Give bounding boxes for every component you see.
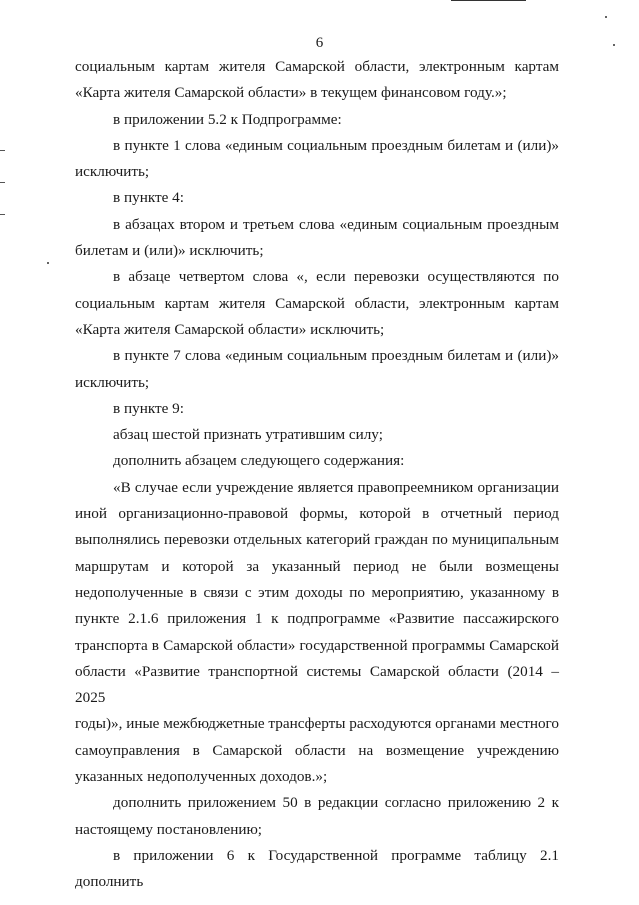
text-line: «Карта жителя Самарской области» в текущем финансовом году.»; [75, 84, 507, 102]
scan-speck [47, 262, 49, 264]
scan-edge-line [451, 0, 526, 1]
margin-mark [0, 150, 5, 151]
text-line: билетам и (или)» исключить; [75, 242, 264, 260]
text-line: исключить; [75, 373, 150, 391]
text-line: «В случае если учреждение является правопреемником организации [113, 478, 559, 496]
text-line: дополнить абзацем следующего содержания: [113, 452, 405, 470]
text-line: в пункте 4: [113, 189, 184, 207]
text-line: социальным картам жителя Самарской области, электронным картам [75, 58, 559, 75]
text-line: годы)», иные межбюджетные трансферты расходуются органами местного [75, 715, 559, 733]
text-line: маршрутам и которой за указанный период не были возмещены [75, 557, 559, 575]
text-line: настоящему постановлению; [75, 820, 263, 838]
text-line: абзац шестой признать утратившим силу; [113, 426, 383, 444]
document-body [75, 54, 559, 896]
margin-mark [0, 214, 5, 215]
text-line: в абзацах втором и третьем слова «единым социальным проездным [113, 215, 559, 233]
text-line: в пункте 7 слова «единым социальным проездным билетам и (или)» [113, 347, 559, 365]
text-line: «Карта жителя Самарской области» исключить; [75, 320, 385, 338]
text-line: пункте 2.1.6 приложения 1 к подпрограмме «Развитие пассажирского [75, 610, 559, 628]
text-line: в пункте 9: [113, 399, 184, 417]
text-line: выполнялись перевозки отдельных категорий граждан по муниципальным [75, 531, 559, 549]
text-line: исключить; [75, 163, 150, 181]
scan-speck [605, 16, 607, 18]
text-line: дополнить приложением 50 в редакции согласно приложению 2 к [113, 794, 559, 812]
text-line: самоуправления в Самарской области на возмещение учреждению [75, 741, 559, 759]
text-line: области «Развитие транспортной системы Самарской области (2014 – 2025 [75, 662, 559, 707]
text-line: иной организационно-правовой формы, которой в отчетный период [75, 505, 559, 523]
text-line: в абзаце четвертом слова «, если перевозки осуществляются по [113, 268, 559, 286]
text-line: в приложении 6 к Государственной программе таблицу 2.1 дополнить [75, 846, 559, 891]
margin-mark [0, 182, 5, 183]
page-number: 6 [315, 35, 324, 51]
text-line: транспорта в Самарской области» государственной программы Самарской [75, 636, 559, 654]
text-line: в пункте 1 слова «единым социальным проездным билетам и (или)» [113, 136, 559, 154]
text-line: указанных недополученных доходов.»; [75, 768, 328, 786]
text-line: в приложении 5.2 к Подпрограмме: [113, 110, 342, 128]
text-line: недополученные в связи с этим доходы по мероприятию, указанному в [75, 583, 559, 601]
text-line: социальным картам жителя Самарской области, электронным картам [75, 294, 559, 312]
